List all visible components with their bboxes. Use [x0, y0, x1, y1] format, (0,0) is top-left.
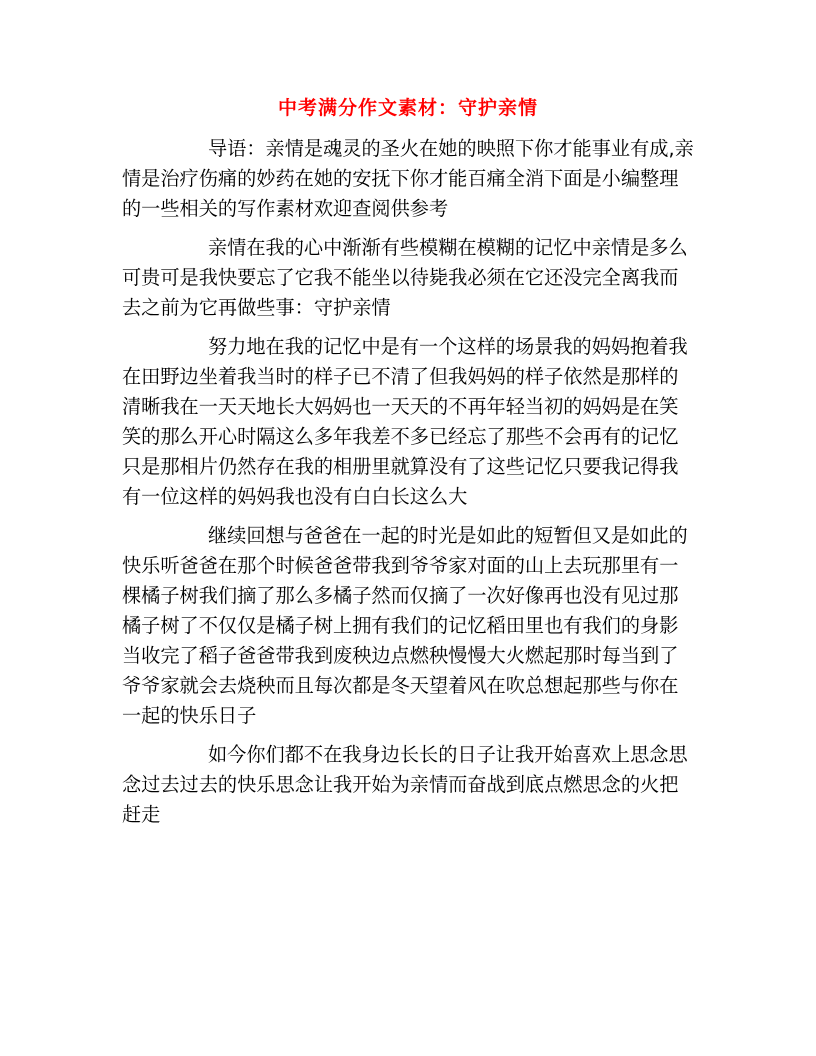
paragraph-intro: 导语：亲情是魂灵的圣火在她的映照下你才能事业有成,亲情是治疗伤痛的妙药在她的安抚下你才能百痛全消下面是小编整理的一些相关的写作素材欢迎查阅供参考: [122, 137, 694, 220]
paragraph-2: 亲情在我的心中渐渐有些模糊在模糊的记忆中亲情是多么可贵可是我快要忘了它我不能坐以待毙我必须在它还没完全离我而去之前为它再做些事：守护亲情: [122, 236, 688, 319]
document-title: 中考满分作文素材：守护亲情: [277, 97, 538, 119]
paragraph-4: 继续回想与爸爸在一起的时光是如此的短暂但又是如此的快乐听爸爸在那个时候爸爸带我到爷爷家对面的山上去玩那里有一棵橘子树我们摘了那么多橘子然而仅摘了一次好像再也没有见过那橘子树了不仅仅是橘子树上拥有我们的记忆稻田里也有我们的身影当收完了稻子爸爸带我到废秧边点燃秧慢慢大火燃起那时每当到了爷爷家就会去烧秧而且每次都是冬天望着风在吹总想起那些与你在一起的快乐日子: [122, 524, 688, 727]
paragraph-3: 努力地在我的记忆中是有一个这样的场景我的妈妈抱着我在田野边坐着我当时的样子已不清了但我妈妈的样子依然是那样的清晰我在一天天地长大妈妈也一天天的不再年轻当初的妈妈是在笑笑的那么开心时隔这么多年我差不多已经忘了那些不会再有的记忆只是那相片仍然存在我的相册里就算没有了这些记忆只要我记得我有一位这样的妈妈我也没有白白长这么大: [122, 335, 688, 508]
paragraph-5: 如今你们都不在我身边长长的日子让我开始喜欢上思念思念过去过去的快乐思念让我开始为亲情而奋战到底点燃思念的火把赶走: [122, 743, 688, 826]
document-body: [122, 134, 694, 830]
